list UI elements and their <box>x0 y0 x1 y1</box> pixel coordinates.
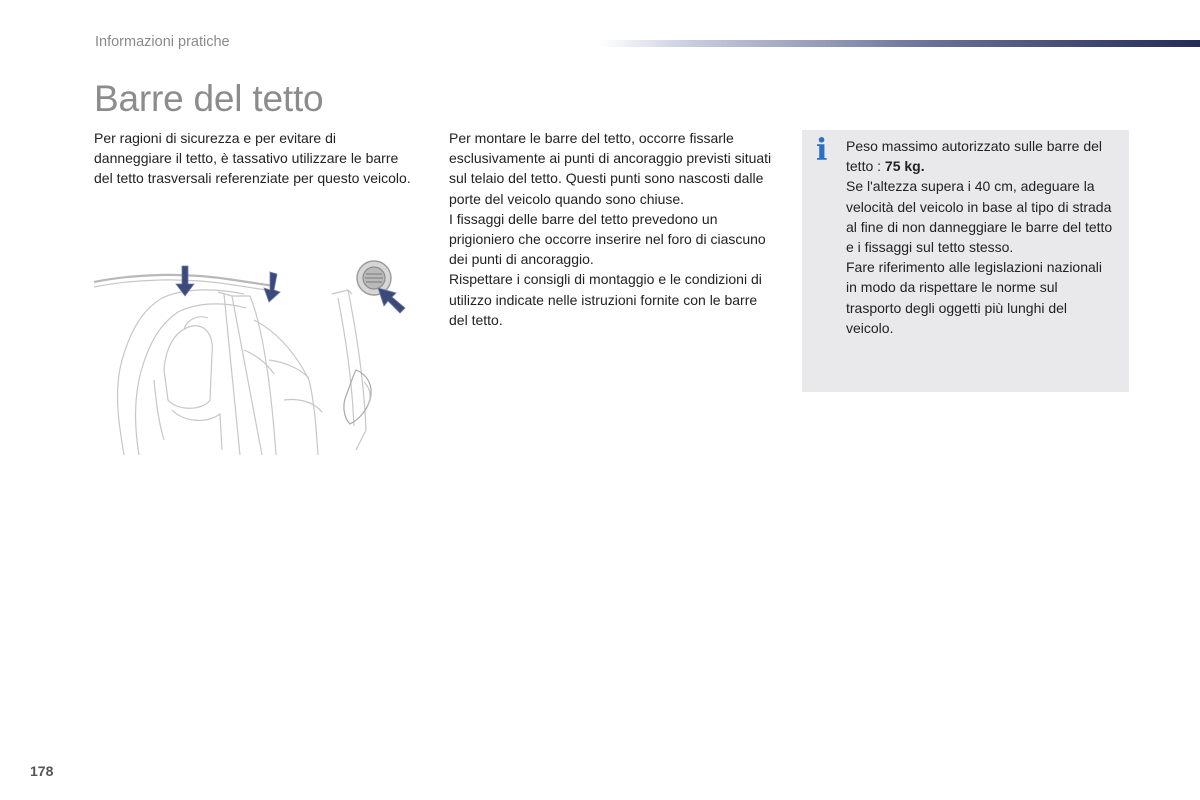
info-text <box>846 136 1116 338</box>
mounting-paragraph-2: I fissaggi delle barre del tetto prevedono un prigioniero che occorre inserire nel foro di ciascuno dei punti di ancoraggio. <box>449 210 766 268</box>
mounting-paragraph-3: Rispettare i consigli di montaggio e le condizioni di utilizzo indicate nelle istruzioni fornite con le barre del tetto. <box>449 271 762 328</box>
page-title: Barre del tetto <box>94 78 324 119</box>
mounting-instructions <box>449 128 779 330</box>
legislation-advice: Fare riferimento alle legislazioni nazionali in modo da rispettare le norme sul trasporto degli oggetti più lunghi del veicolo. <box>846 259 1103 336</box>
max-weight-text <box>846 136 1116 176</box>
max-weight-label: Peso massimo autorizzato sulle barre del tetto : <box>846 138 1103 175</box>
car-roof-illustration <box>94 250 410 455</box>
mounting-paragraph-1: Per montare le barre del tetto, occorre fissarle esclusivamente ai punti di ancoraggio previsti situati sul telaio del tetto. Questi punti sono nascosti dalle porte del veicolo quando sono chiuse. <box>449 130 772 207</box>
speed-advice: Se l'altezza supera i 40 cm, adeguare la velocità del veicolo in base al tipo di strada al fine di non danneggiare le barre del tetto e i fissaggi sul tetto stesso. <box>846 178 1113 256</box>
intro-paragraph: Per ragioni di sicurezza e per evitare di danneggiare il tetto, è tassativo utilizzare le barre del tetto trasversali referenziate per questo veicolo. <box>94 130 411 187</box>
info-icon: i <box>816 133 828 168</box>
header-gradient-bar <box>600 40 1200 47</box>
info-box <box>802 130 1129 392</box>
section-header: Informazioni pratiche <box>95 34 230 50</box>
max-weight-value: 75 kg. <box>884 158 925 175</box>
page-number: 178 <box>30 763 54 779</box>
